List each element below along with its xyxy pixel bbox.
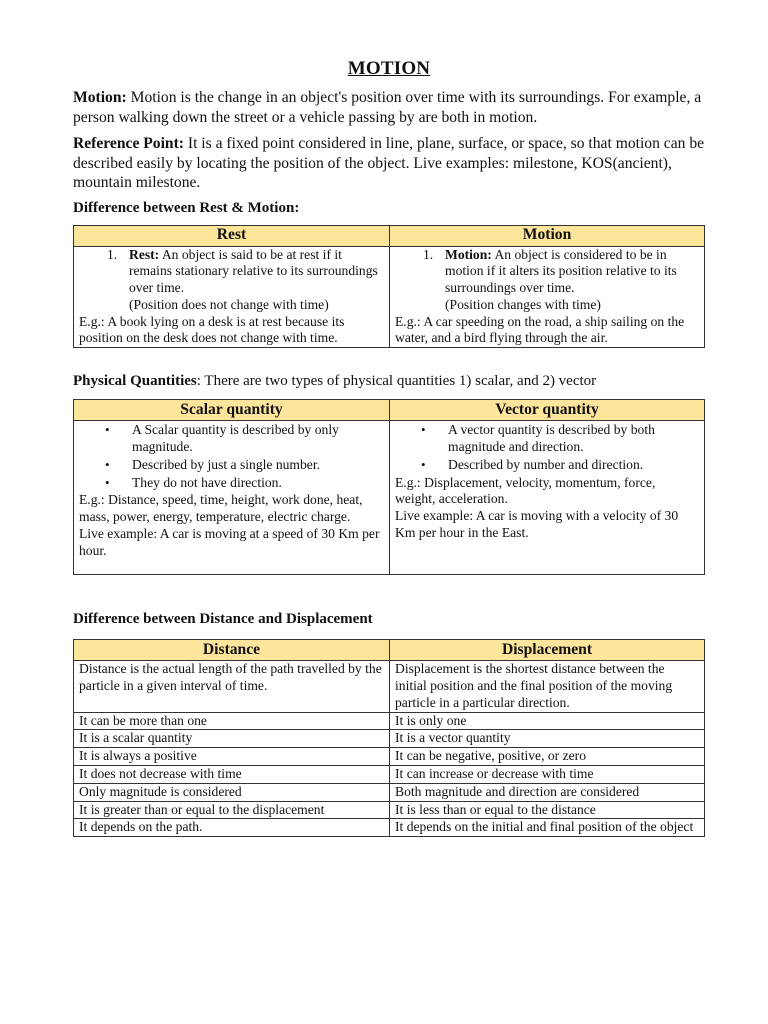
table-row: [74, 246, 705, 348]
reference-point-definition: [73, 134, 705, 193]
distance-cell: It depends on the path.: [74, 819, 390, 837]
table-header-row: [74, 400, 705, 421]
distance-cell: It is always a positive: [74, 748, 390, 766]
distance-displacement-table: [73, 639, 705, 837]
motion-label: Motion:: [73, 89, 127, 106]
table-header-row: [74, 225, 705, 246]
displacement-cell: It can be negative, positive, or zero: [390, 748, 705, 766]
rest-motion-table: [73, 225, 705, 349]
list-number: 1.: [107, 246, 118, 262]
header-vector: Vector quantity: [390, 400, 705, 421]
vector-cell: [390, 421, 705, 575]
distance-cell: Distance is the actual length of the path travelled by the particle in a given interval of time.: [74, 661, 390, 712]
table-header-row: [74, 640, 705, 661]
motion-note: (Position changes with time): [445, 296, 601, 312]
bullet-text: A vector quantity is described by both magnitude and direction.: [448, 422, 655, 455]
bullet-text: Described by just a single number.: [132, 456, 321, 472]
rest-term: Rest:: [129, 246, 160, 262]
motion-cell: [390, 246, 705, 348]
distance-cell: It does not decrease with time: [74, 766, 390, 784]
displacement-cell: Both magnitude and direction are considered: [390, 783, 705, 801]
motion-definition-text: An object is considered to be in motion if it alters its position relative to its surroundings over time.: [445, 246, 677, 296]
page-title: MOTION: [347, 58, 431, 79]
table-row: [74, 748, 705, 766]
motion-text: Motion is the change in an object's position over time with its surroundings. For example, a person walking down the street or a vehicle passing by are both in motion.: [73, 89, 702, 126]
distance-displacement-heading: Difference between Distance and Displacement: [73, 611, 373, 628]
table-row: [74, 783, 705, 801]
rest-cell: [74, 246, 390, 348]
list-item: [395, 422, 699, 456]
distance-cell: It is a scalar quantity: [74, 730, 390, 748]
table-row: [74, 730, 705, 748]
distance-cell: It is greater than or equal to the displacement: [74, 801, 390, 819]
rest-motion-heading: Difference between Rest & Motion:: [73, 199, 300, 216]
header-motion: Motion: [390, 225, 705, 246]
table-row: [74, 766, 705, 784]
vector-live-example: Live example: A car is moving with a velocity of 30 Km per hour in the East.: [395, 508, 679, 541]
bullet-icon: •: [105, 456, 110, 472]
scalar-example: E.g.: Distance, speed, time, height, work done, heat, mass, power, energy, temperature, electric charge.: [79, 492, 363, 525]
motion-definition: [73, 88, 705, 127]
list-item: [79, 422, 384, 456]
motion-numbered-item: [395, 247, 699, 314]
table-row: [74, 712, 705, 730]
bullet-icon: •: [421, 422, 426, 438]
physical-quantities-intro: [73, 373, 705, 390]
table-row: [74, 819, 705, 837]
rest-note: (Position does not change with time): [129, 296, 329, 312]
reference-text: It is a fixed point considered in line, plane, surface, or space, so that motion can be described easily by locating the position of the object. Live examples: milestone, KOS(ancient), mountain milestone.: [73, 135, 705, 191]
bullet-icon: •: [105, 422, 110, 438]
physical-quantities-text: : There are two types of physical quantities 1) scalar, and 2) vector: [196, 373, 597, 390]
reference-label: Reference Point:: [73, 135, 184, 152]
list-item: [79, 475, 384, 492]
list-item: [395, 457, 699, 474]
displacement-cell: It is less than or equal to the distance: [390, 801, 705, 819]
document-page: [73, 58, 705, 837]
scalar-cell: [74, 421, 390, 575]
bullet-text: They do not have direction.: [132, 474, 282, 490]
scalar-vector-table: [73, 399, 705, 575]
motion-term: Motion:: [445, 246, 492, 262]
physical-quantities-label: Physical Quantities: [73, 373, 197, 390]
list-number: 1.: [423, 246, 434, 262]
bullet-text: Described by number and direction.: [448, 456, 644, 472]
header-distance: Distance: [74, 640, 390, 661]
table-row: [74, 421, 705, 575]
displacement-cell: Displacement is the shortest distance between the initial position and the final position of the moving particle in a particular direction.: [390, 661, 705, 712]
bullet-text: A Scalar quantity is described by only magnitude.: [132, 422, 339, 455]
list-item: [79, 457, 384, 474]
distance-cell: It can be more than one: [74, 712, 390, 730]
header-scalar: Scalar quantity: [74, 400, 390, 421]
distance-cell: Only magnitude is considered: [74, 783, 390, 801]
rest-definition: An object is said to be at rest if it remains stationary relative to its surroundings over time.: [129, 246, 378, 296]
displacement-cell: It is a vector quantity: [390, 730, 705, 748]
motion-example: E.g.: A car speeding on the road, a ship sailing on the water, and a bird flying through the air.: [395, 313, 685, 346]
header-rest: Rest: [74, 225, 390, 246]
scalar-live-example: Live example: A car is moving at a speed of 30 Km per hour.: [79, 526, 380, 558]
table-row: [74, 801, 705, 819]
bullet-icon: •: [105, 474, 110, 490]
bullet-icon: •: [421, 456, 426, 472]
rest-example: E.g.: A book lying on a desk is at rest because its position on the desk does not change with time.: [79, 313, 345, 346]
displacement-cell: It depends on the initial and final position of the object: [390, 819, 705, 837]
table-row: [74, 661, 705, 712]
vector-example: E.g.: Displacement, velocity, momentum, force, weight, acceleration.: [395, 474, 656, 507]
displacement-cell: It can increase or decrease with time: [390, 766, 705, 784]
displacement-cell: It is only one: [390, 712, 705, 730]
header-displacement: Displacement: [390, 640, 705, 661]
rest-numbered-item: [79, 247, 384, 314]
